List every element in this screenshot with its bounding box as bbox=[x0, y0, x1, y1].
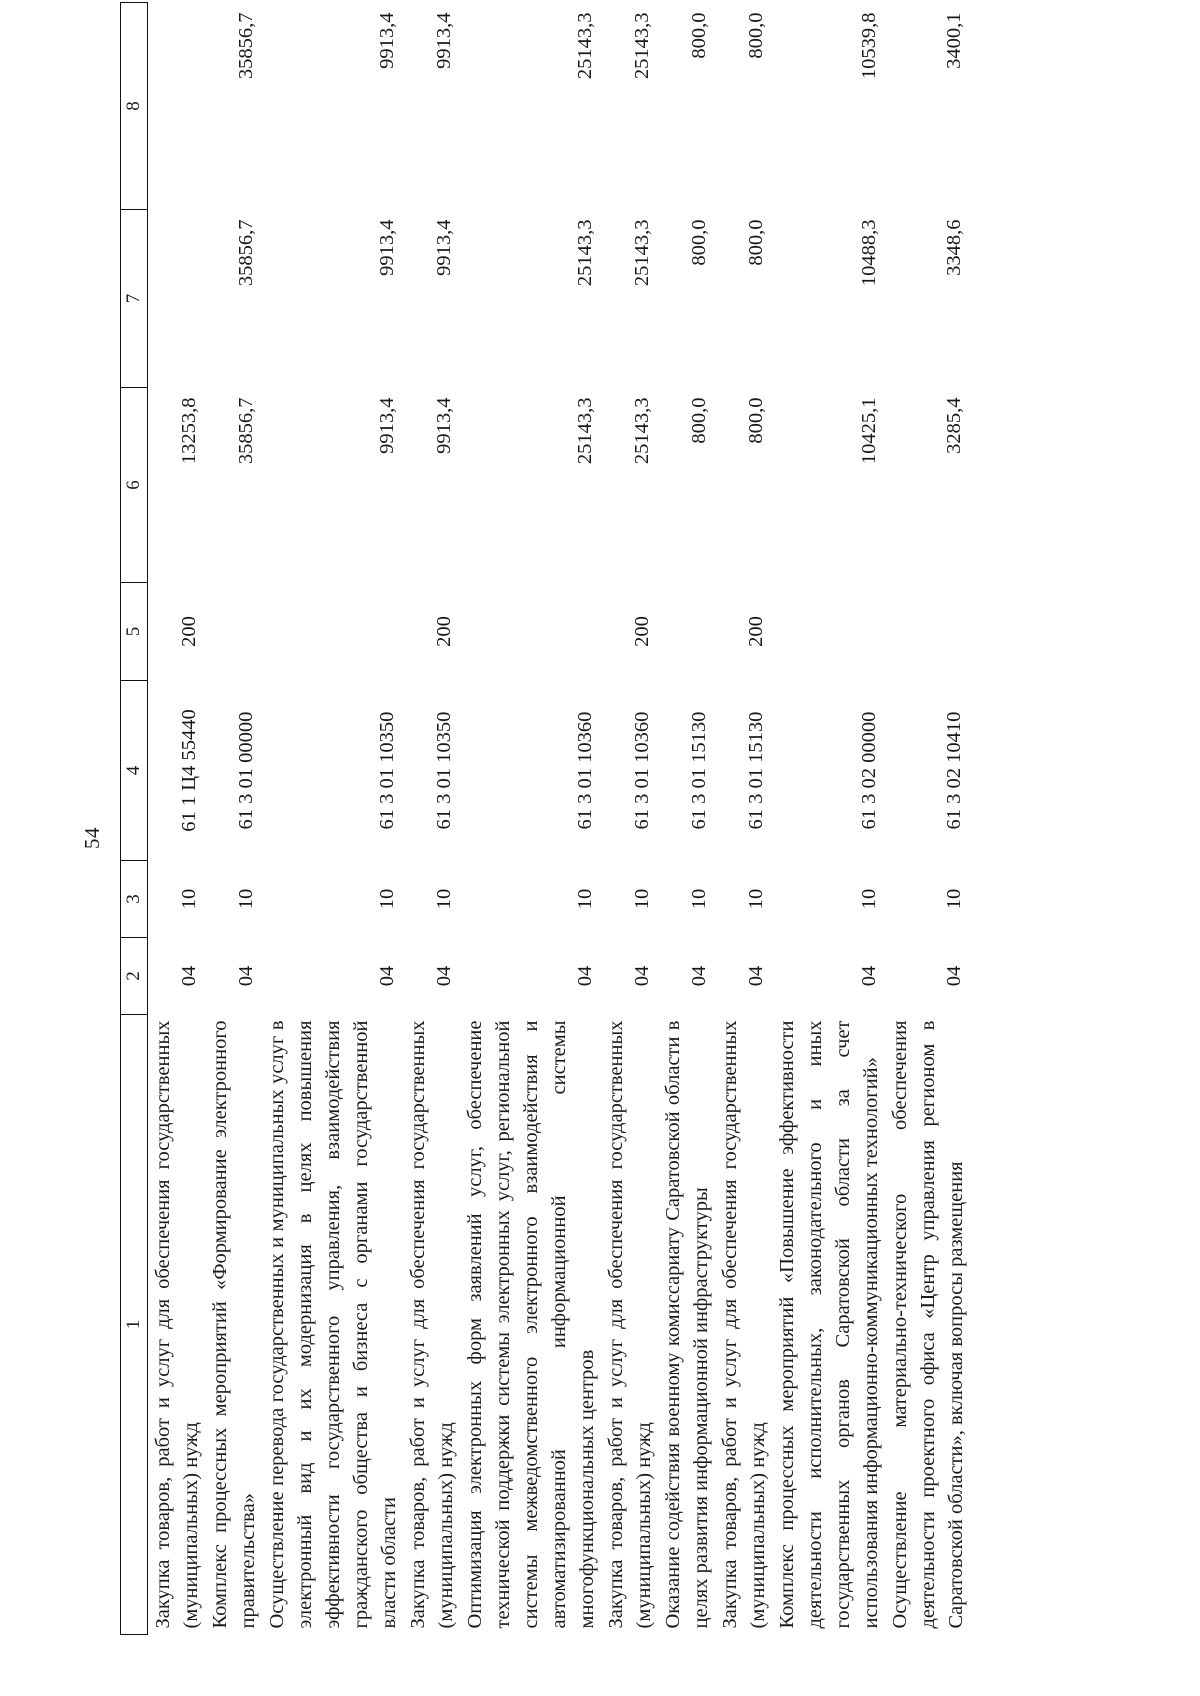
cell-subsection: 10 bbox=[178, 888, 200, 910]
cell-amount-year2: 35856,7 bbox=[235, 219, 257, 287]
cell-subsection: 10 bbox=[433, 888, 455, 910]
cell-amount-year3: 800,0 bbox=[745, 12, 767, 59]
header-cell: 1 bbox=[121, 1015, 148, 1635]
table-row bbox=[460, 3, 601, 1635]
cell-amount-year3 bbox=[148, 3, 206, 210]
cell-section: 04 bbox=[745, 965, 767, 987]
cell-section: 04 bbox=[688, 965, 710, 987]
cell-amount-year2: 25143,3 bbox=[574, 219, 596, 287]
table-row bbox=[148, 3, 206, 1635]
table-row bbox=[205, 3, 262, 1635]
cell-expense-type bbox=[460, 583, 601, 681]
table-row bbox=[772, 3, 885, 1635]
cell-target-article: 61 3 01 10360 bbox=[574, 711, 596, 830]
cell-amount-year2 bbox=[148, 210, 206, 388]
table-row bbox=[601, 3, 658, 1635]
row-description: Осуществление материально-технического обеспечения деятельности проектного офиса «Центр управления регионом в Саратовской области», включая вопросы размещения bbox=[889, 1020, 967, 1629]
cell-amount-year3: 800,0 bbox=[688, 12, 710, 59]
cell-target-article: 61 3 01 15130 bbox=[688, 711, 710, 830]
cell-expense-type: 200 bbox=[433, 616, 455, 647]
cell-amount-year1: 35856,7 bbox=[235, 397, 257, 465]
cell-subsection: 10 bbox=[574, 888, 596, 910]
page-number: 54 bbox=[79, 827, 104, 849]
header-cell: 8 bbox=[121, 3, 148, 210]
row-description: Закупка товаров, работ и услуг для обеспечения государственных (муниципальных) нужд bbox=[407, 1020, 457, 1629]
cell-amount-year2: 9913,4 bbox=[376, 219, 398, 276]
table-row bbox=[658, 3, 715, 1635]
cell-amount-year1: 9913,4 bbox=[376, 397, 398, 454]
cell-amount-year2: 3348,6 bbox=[943, 219, 965, 276]
header-cell: 3 bbox=[121, 861, 148, 938]
cell-target-article: 61 1 Ц4 55440 bbox=[178, 709, 200, 832]
cell-section: 04 bbox=[376, 965, 398, 987]
cell-amount-year1: 800,0 bbox=[688, 397, 710, 444]
cell-target-article: 61 3 01 10350 bbox=[376, 711, 398, 830]
row-description: Закупка товаров, работ и услуг для обеспечения государственных (муниципальных) нужд bbox=[719, 1020, 769, 1629]
cell-expense-type bbox=[262, 583, 403, 681]
cell-expense-type bbox=[658, 583, 715, 681]
cell-expense-type: 200 bbox=[745, 616, 767, 647]
cell-subsection: 10 bbox=[943, 888, 965, 910]
cell-amount-year2: 800,0 bbox=[688, 219, 710, 266]
cell-amount-year2: 9913,4 bbox=[433, 219, 455, 276]
cell-target-article: 61 3 01 10350 bbox=[433, 711, 455, 830]
cell-section: 04 bbox=[433, 965, 455, 987]
header-cell: 5 bbox=[121, 583, 148, 681]
cell-expense-type bbox=[772, 583, 885, 681]
cell-amount-year3: 35856,7 bbox=[235, 12, 257, 80]
cell-amount-year1: 9913,4 bbox=[433, 397, 455, 454]
cell-subsection: 10 bbox=[235, 888, 257, 910]
table-header bbox=[121, 3, 148, 1635]
cell-subsection: 10 bbox=[631, 888, 653, 910]
cell-section: 04 bbox=[943, 965, 965, 987]
cell-subsection: 10 bbox=[688, 888, 710, 910]
cell-subsection: 10 bbox=[745, 888, 767, 910]
cell-amount-year2: 800,0 bbox=[745, 219, 767, 266]
table-row bbox=[715, 3, 772, 1635]
row-description: Комплекс процессных мероприятий «Формирование электронного правительства» bbox=[209, 1020, 259, 1629]
cell-subsection: 10 bbox=[858, 888, 880, 910]
cell-target-article: 61 3 01 15130 bbox=[745, 711, 767, 830]
rotated-table-container bbox=[120, 3, 1165, 1635]
cell-target-article: 61 3 01 00000 bbox=[235, 711, 257, 830]
row-description: Комплекс процессных мероприятий «Повышение эффективности деятельности исполнительных, законодательного и иных государственных органов Саратовской области за счет использования информационно-коммуникационных технологий» bbox=[776, 1020, 882, 1629]
header-cell: 6 bbox=[121, 388, 148, 583]
cell-amount-year2: 25143,3 bbox=[631, 219, 653, 287]
cell-amount-year2: 10488,3 bbox=[858, 219, 880, 287]
budget-table bbox=[120, 2, 970, 1635]
header-cell: 2 bbox=[121, 938, 148, 1015]
cell-section: 04 bbox=[631, 965, 653, 987]
row-description: Оказание содействия военному комиссариату Саратовской области в целях развития информационной инфраструктуры bbox=[662, 1020, 712, 1629]
cell-target-article: 61 3 02 00000 bbox=[858, 711, 880, 830]
table-body bbox=[148, 3, 971, 1635]
cell-subsection: 10 bbox=[376, 888, 398, 910]
cell-expense-type: 200 bbox=[631, 616, 653, 647]
table-row bbox=[403, 3, 460, 1635]
cell-amount-year1: 13253,8 bbox=[178, 397, 200, 465]
cell-amount-year1: 10425,1 bbox=[858, 397, 880, 465]
row-description: Закупка товаров, работ и услуг для обеспечения государственных (муниципальных) нужд bbox=[605, 1020, 655, 1629]
cell-expense-type bbox=[885, 583, 970, 681]
cell-amount-year3: 9913,4 bbox=[433, 12, 455, 69]
cell-section: 04 bbox=[574, 965, 596, 987]
cell-amount-year3: 25143,3 bbox=[631, 12, 653, 80]
cell-amount-year1: 25143,3 bbox=[631, 397, 653, 465]
header-cell: 7 bbox=[121, 210, 148, 388]
cell-amount-year3: 10539,8 bbox=[858, 12, 880, 80]
cell-amount-year1: 800,0 bbox=[745, 397, 767, 444]
cell-amount-year3: 25143,3 bbox=[574, 12, 596, 80]
cell-expense-type: 200 bbox=[178, 616, 200, 647]
cell-amount-year1: 3285,4 bbox=[943, 397, 965, 454]
row-description: Осуществление перевода государственных и муниципальных услуг в электронный вид и их модернизация в целях повышения эффективности государственного управления, взаимодействия гражданского общества и бизнеса с органами государственной власти области bbox=[266, 1020, 400, 1629]
cell-amount-year1: 25143,3 bbox=[574, 397, 596, 465]
cell-target-article: 61 3 02 10410 bbox=[943, 711, 965, 830]
row-description: Закупка товаров, работ и услуг для обеспечения государственных (муниципальных) нужд bbox=[152, 1020, 202, 1629]
cell-target-article: 61 3 01 10360 bbox=[631, 711, 653, 830]
table-row bbox=[262, 3, 403, 1635]
cell-section: 04 bbox=[235, 965, 257, 987]
cell-amount-year3: 9913,4 bbox=[376, 12, 398, 69]
header-row bbox=[121, 3, 148, 1635]
cell-amount-year3: 3400,1 bbox=[943, 12, 965, 69]
header-cell: 4 bbox=[121, 681, 148, 861]
cell-section: 04 bbox=[858, 965, 880, 987]
table-row bbox=[885, 3, 970, 1635]
cell-expense-type bbox=[205, 583, 262, 681]
cell-section: 04 bbox=[178, 965, 200, 987]
row-description: Оптимизация электронных форм заявлений услуг, обеспечение технической поддержки системы электронных услуг, региональной системы межведомственного электронного взаимодействия и автоматизированной информационной системы многофункциональных центров bbox=[464, 1020, 598, 1629]
